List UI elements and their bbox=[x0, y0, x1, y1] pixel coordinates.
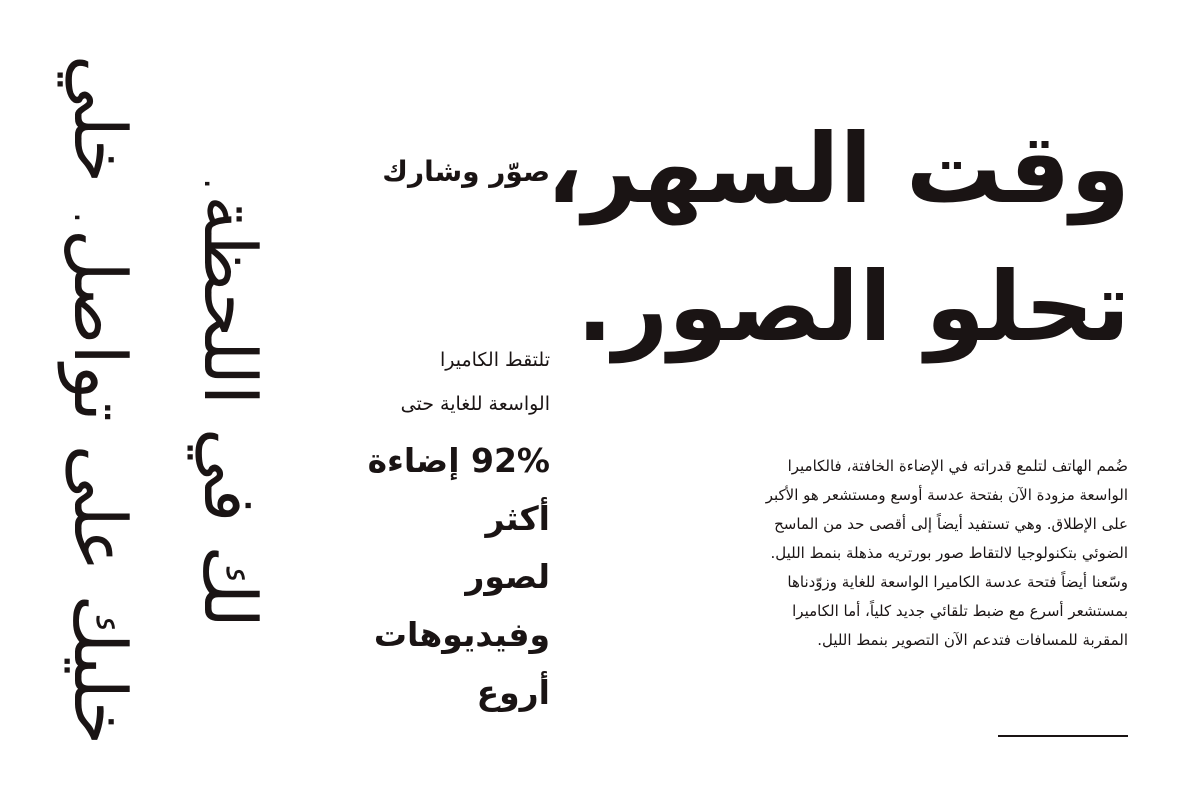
feature-highlight bbox=[368, 432, 550, 722]
feature-line-1: 92% إضاءة bbox=[367, 441, 550, 480]
body-line-5: وسّعنا أيضاً فتحة عدسة الكاميرا الواسعة للغاية وزوّدناها bbox=[787, 573, 1128, 591]
sub-heading: صوّر وشارك bbox=[382, 155, 550, 188]
headline bbox=[546, 100, 1130, 376]
headline-line-2: تحلو الصور. bbox=[576, 251, 1130, 363]
intro-line-1: تلتقط الكاميرا bbox=[439, 349, 550, 371]
body-line-1: ضُمم الهاتف لتلمع قدراته في الإضاءة الخافتة، فالكاميرا bbox=[787, 457, 1128, 475]
intro-line-2: الواسعة للغاية حتى bbox=[400, 393, 550, 415]
body-line-6: بمستشعر أسرع مع ضبط تلقائي جديد كلياً، أما الكاميرا bbox=[792, 602, 1128, 620]
body-line-4: الضوئي بتكنولوجيا لالتقاط صور بورتريه مذهلة بنمط الليل. bbox=[770, 544, 1128, 562]
body-paragraph bbox=[648, 452, 1128, 655]
feature-line-5: أروع bbox=[476, 673, 550, 712]
body-line-2: الواسعة مزودة الآن بفتحة عدسة أوسع ومستشعر هو الأكبر bbox=[765, 486, 1128, 504]
divider-line bbox=[998, 735, 1128, 737]
vertical-tagline-2: لك في اللحظة. bbox=[188, 172, 272, 628]
body-line-7: المقربة للمسافات فتدعم الآن التصوير بنمط الليل. bbox=[817, 631, 1128, 649]
headline-line-1: وقت السهر، bbox=[546, 113, 1130, 225]
feature-line-4: وفيديوهات bbox=[373, 615, 550, 654]
feature-line-2: أكثر bbox=[485, 499, 550, 538]
vertical-tagline: خليك على تواصل. خلي bbox=[58, 54, 142, 746]
body-line-3: على الإطلاق. وهي تستفيد أيضاً إلى أقصى حد من الماسح bbox=[774, 515, 1128, 533]
feature-line-3: لصور bbox=[465, 557, 550, 596]
intro-text bbox=[401, 338, 550, 426]
